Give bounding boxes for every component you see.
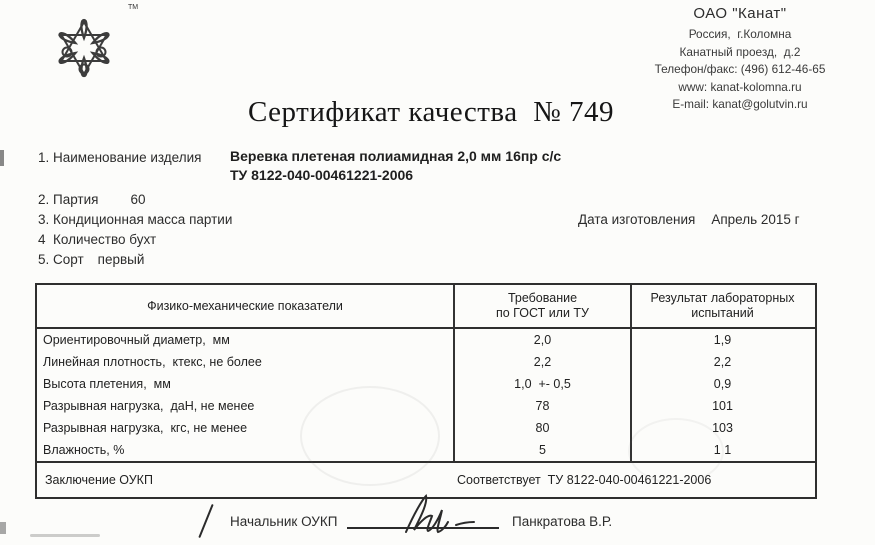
- item2-value: 60: [130, 192, 146, 207]
- row-result: 0,9: [713, 377, 732, 391]
- company-website: www: kanat-kolomna.ru: [678, 79, 802, 94]
- row-parameter: Разрывная нагрузка, кгс, не менее: [37, 417, 455, 439]
- company-logo: [32, 0, 140, 100]
- header-requirement: Требование по ГОСТ или ТУ: [455, 285, 632, 327]
- table-header-row: [37, 285, 815, 329]
- item5-value: первый: [97, 252, 145, 267]
- company-email: E-mail: kanat@golutvin.ru: [672, 97, 808, 111]
- scan-edge-smudge: [0, 150, 4, 166]
- row-result: 103: [712, 421, 733, 435]
- row-parameter: Линейная плотность, ктекс, не более: [37, 351, 455, 373]
- signatory-position-label: Начальник ОУКП: [230, 514, 338, 529]
- knot-emblem-icon: [32, 0, 140, 100]
- row-requirement: 78: [455, 395, 632, 417]
- row-requirement: 80: [455, 417, 632, 439]
- conclusion-label: Заключение ОУКП: [45, 473, 153, 487]
- header-indicators: Физико-механические показатели: [37, 285, 455, 327]
- row-result: 1 1: [713, 443, 732, 457]
- manufacture-date-label: Дата изготовления: [578, 212, 696, 227]
- certificate-title: Сертификат качества № 749: [247, 96, 615, 128]
- trademark-mark: TM: [128, 4, 139, 11]
- row-parameter: Влажность, %: [37, 439, 455, 461]
- scan-edge-smudge: [0, 522, 6, 534]
- company-name: ОАО "Канат": [693, 5, 787, 22]
- row-result: 2,2: [713, 355, 732, 369]
- company-street: Канатный проезд, д.2: [679, 44, 801, 59]
- conclusion-value: Соответствует ТУ 8122-040-00461221-2006: [457, 473, 712, 487]
- handwritten-signature: [392, 492, 492, 545]
- item2-label: 2. Партия: [38, 192, 99, 207]
- item1-value-line1: Веревка плетеная полиамидная 2,0 мм 16пр с/с: [230, 148, 562, 164]
- scan-edge-smudge: [30, 534, 100, 537]
- row-requirement: 2,0: [455, 329, 632, 351]
- item5-row: [38, 252, 144, 267]
- faint-stamp-artifact: [300, 386, 440, 486]
- faint-stamp-artifact: [628, 418, 724, 484]
- company-phone: Телефон/факс: (496) 612-46-65: [654, 62, 826, 76]
- item2-row: [38, 192, 146, 207]
- row-parameter: Высота плетения, мм: [37, 373, 455, 395]
- row-requirement: 2,2: [455, 351, 632, 373]
- item3-label: 3. Кондиционная масса партии: [38, 212, 233, 227]
- row-result: 1,9: [713, 333, 732, 347]
- manufacture-date-row: [578, 212, 800, 227]
- header-lab-results: Результат лабораторных испытаний: [650, 291, 795, 320]
- row-result: 101: [712, 399, 733, 413]
- manufacture-date-value: Апрель 2015 г: [711, 212, 800, 227]
- row-requirement: 5: [455, 439, 632, 461]
- item1-label: 1. Наименование изделия: [38, 150, 202, 165]
- row-parameter: Разрывная нагрузка, даН, не менее: [37, 395, 455, 417]
- signatory-name: Панкратова В.Р.: [512, 514, 613, 529]
- row-parameter: Ориентировочный диаметр, мм: [37, 329, 455, 351]
- table-row: [37, 373, 815, 395]
- item1-value-line2: ТУ 8122-040-00461221-2006: [230, 167, 414, 183]
- row-requirement: 1,0 +- 0,5: [455, 373, 632, 395]
- table-row: [37, 329, 815, 351]
- item5-label: 5. Сорт: [38, 252, 84, 267]
- table-row: [37, 351, 815, 373]
- company-country-city: Россия, г.Коломна: [688, 27, 792, 41]
- item4-label: 4 Количество бухт: [38, 232, 157, 247]
- handwritten-slash-mark: [198, 504, 213, 538]
